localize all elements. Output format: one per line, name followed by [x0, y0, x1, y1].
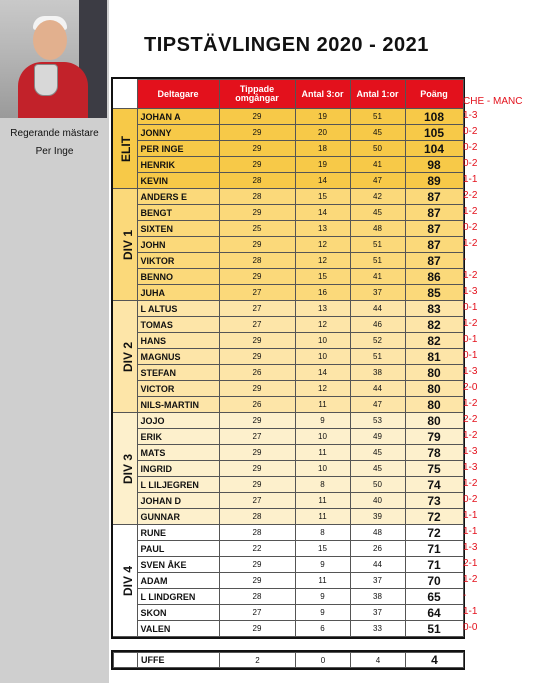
ones-cell: 51: [350, 109, 405, 125]
points-cell: 80: [405, 365, 463, 381]
header-threes: Antal 3:or: [295, 80, 350, 109]
table-row: [113, 349, 463, 365]
division-label: [113, 525, 137, 637]
threes-cell: 20: [295, 125, 350, 141]
threes-cell: 10: [295, 333, 350, 349]
threes-cell: 15: [295, 269, 350, 285]
rounds-cell: 27: [219, 301, 295, 317]
table-row: [113, 285, 463, 301]
match-result: 1-2: [463, 430, 478, 441]
division-label: [113, 109, 137, 189]
match-result: 1-3: [463, 110, 478, 121]
division-label-text: DIV 2: [121, 341, 136, 372]
threes-cell: 18: [295, 141, 350, 157]
points-cell: 87: [405, 189, 463, 205]
ones-cell: 38: [350, 365, 405, 381]
table-row: [113, 477, 463, 493]
ones-cell: 50: [350, 141, 405, 157]
participant-name: JOJO: [137, 413, 219, 429]
threes-cell: 8: [295, 477, 350, 493]
ones-cell: 39: [350, 509, 405, 525]
participant-name: NILS-MARTIN: [137, 397, 219, 413]
ones-cell: 48: [350, 525, 405, 541]
results-header: CHE - MANC: [463, 96, 523, 107]
ones-cell: 44: [350, 301, 405, 317]
participant-name: PAUL: [137, 541, 219, 557]
rounds-cell: 29: [219, 573, 295, 589]
rounds-cell: 27: [219, 605, 295, 621]
table-row: [113, 429, 463, 445]
points-cell: 87: [405, 205, 463, 221]
rounds-cell: 29: [219, 157, 295, 173]
participant-name: JOHAN A: [137, 109, 219, 125]
ones-cell: 38: [350, 589, 405, 605]
division-label: [113, 301, 137, 413]
participant-name: VICTOR: [137, 381, 219, 397]
threes-cell: 19: [295, 109, 350, 125]
match-result: -: [463, 590, 467, 601]
participant-name: PER INGE: [137, 141, 219, 157]
points-cell: 82: [405, 333, 463, 349]
points-cell: 81: [405, 349, 463, 365]
rounds-cell: 26: [219, 397, 295, 413]
sidebar: [0, 0, 109, 683]
rounds-cell: 27: [219, 317, 295, 333]
table-row: [113, 381, 463, 397]
rounds-cell: 29: [219, 125, 295, 141]
match-result: -: [463, 254, 467, 265]
header-blank: [113, 80, 137, 109]
points-cell: 87: [405, 253, 463, 269]
rounds-cell: 28: [219, 253, 295, 269]
ones-cell: 40: [350, 493, 405, 509]
table-row: [113, 253, 463, 269]
table-row: [113, 605, 463, 621]
ones-cell: 49: [350, 429, 405, 445]
table-row: [113, 269, 463, 285]
points-cell: 73: [405, 493, 463, 509]
table-row: [113, 589, 463, 605]
ones-cell: 50: [350, 477, 405, 493]
division-label-text: ELIT: [119, 135, 133, 162]
rounds-cell: 29: [219, 109, 295, 125]
points-cell: 79: [405, 429, 463, 445]
points-cell: 72: [405, 525, 463, 541]
participant-name: KEVIN: [137, 173, 219, 189]
points-cell: 74: [405, 477, 463, 493]
points-cell: 72: [405, 509, 463, 525]
rounds-cell: 29: [219, 381, 295, 397]
rounds-cell: 2: [220, 653, 296, 668]
participant-name: JUHA: [137, 285, 219, 301]
threes-cell: 9: [295, 413, 350, 429]
participant-name: GUNNAR: [137, 509, 219, 525]
rounds-cell: 29: [219, 141, 295, 157]
rounds-cell: 27: [219, 285, 295, 301]
table-row: [113, 237, 463, 253]
participant-name: JOHAN D: [137, 493, 219, 509]
threes-cell: 11: [295, 445, 350, 461]
match-result: 1-3: [463, 542, 478, 553]
participant-name: MATS: [137, 445, 219, 461]
threes-cell: 16: [295, 285, 350, 301]
rounds-cell: 28: [219, 589, 295, 605]
participant-name: SVEN ÅKE: [137, 557, 219, 573]
ones-cell: 47: [350, 397, 405, 413]
participant-name: BENGT: [137, 205, 219, 221]
participant-name: RUNE: [137, 525, 219, 541]
threes-cell: 12: [295, 237, 350, 253]
table-row: [113, 109, 463, 125]
participant-name: JOHN: [137, 237, 219, 253]
points-cell: 4: [406, 653, 464, 668]
match-result: 2-1: [463, 558, 478, 569]
threes-cell: 12: [295, 317, 350, 333]
rounds-cell: 29: [219, 557, 295, 573]
match-result: 1-2: [463, 574, 478, 585]
threes-cell: 15: [295, 541, 350, 557]
ones-cell: 44: [350, 381, 405, 397]
table-row: [114, 653, 464, 668]
table-row: [113, 141, 463, 157]
match-result: 1-3: [463, 446, 478, 457]
points-cell: 80: [405, 413, 463, 429]
rounds-cell: 29: [219, 621, 295, 637]
ones-cell: 47: [350, 173, 405, 189]
rounds-cell: 28: [219, 173, 295, 189]
ones-cell: 33: [350, 621, 405, 637]
threes-cell: 9: [295, 605, 350, 621]
rounds-cell: 29: [219, 413, 295, 429]
participant-name: L LINDGREN: [137, 589, 219, 605]
rounds-cell: 29: [219, 477, 295, 493]
threes-cell: 8: [295, 525, 350, 541]
points-cell: 71: [405, 541, 463, 557]
match-result: 2-2: [463, 414, 478, 425]
rounds-cell: 29: [219, 349, 295, 365]
ones-cell: 51: [350, 253, 405, 269]
rounds-cell: 22: [219, 541, 295, 557]
points-cell: 64: [405, 605, 463, 621]
points-cell: 75: [405, 461, 463, 477]
threes-cell: 12: [295, 253, 350, 269]
points-cell: 98: [405, 157, 463, 173]
points-cell: 80: [405, 381, 463, 397]
points-cell: 87: [405, 237, 463, 253]
ones-cell: 41: [350, 157, 405, 173]
table-row: [113, 525, 463, 541]
rounds-cell: 27: [219, 493, 295, 509]
points-cell: 87: [405, 221, 463, 237]
ones-cell: 52: [350, 333, 405, 349]
division-label-text: DIV 3: [121, 453, 136, 484]
match-result: 1-2: [463, 270, 478, 281]
header-points: Poäng: [405, 80, 463, 109]
table-header: [113, 80, 463, 109]
match-result: 1-2: [463, 206, 478, 217]
header-rounds: Tippade omgångar: [219, 80, 295, 109]
standings-table: [111, 77, 465, 639]
participant-name: L ALTUS: [137, 301, 219, 317]
rounds-cell: 29: [219, 333, 295, 349]
champion-caption: Regerande mästare: [10, 128, 99, 139]
table-row: [113, 557, 463, 573]
table-row: [113, 413, 463, 429]
extra-participant-table: [111, 650, 465, 670]
page-title: TIPSTÄVLINGEN 2020 - 2021: [144, 34, 429, 56]
participant-name: TOMAS: [137, 317, 219, 333]
threes-cell: 11: [295, 509, 350, 525]
table-row: [113, 221, 463, 237]
threes-cell: 11: [295, 397, 350, 413]
threes-cell: 14: [295, 205, 350, 221]
rounds-cell: 29: [219, 445, 295, 461]
threes-cell: 11: [295, 573, 350, 589]
match-result: 0-2: [463, 126, 478, 137]
match-result: 0-2: [463, 494, 478, 505]
participant-name: ADAM: [137, 573, 219, 589]
ones-cell: 44: [350, 557, 405, 573]
table-row: [113, 621, 463, 637]
division-label-text: DIV 4: [121, 565, 136, 596]
threes-cell: 19: [295, 157, 350, 173]
rounds-cell: 28: [219, 509, 295, 525]
table-row: [113, 301, 463, 317]
participant-name: INGRID: [137, 461, 219, 477]
threes-cell: 14: [295, 173, 350, 189]
ones-cell: 45: [350, 205, 405, 221]
ones-cell: 42: [350, 189, 405, 205]
match-result: 1-2: [463, 318, 478, 329]
threes-cell: 10: [295, 461, 350, 477]
ones-cell: 45: [350, 125, 405, 141]
ones-cell: 45: [350, 461, 405, 477]
table-row: [113, 397, 463, 413]
participant-name: MAGNUS: [137, 349, 219, 365]
participant-name: VALEN: [137, 621, 219, 637]
table-row: [113, 509, 463, 525]
ones-cell: 41: [350, 269, 405, 285]
rounds-cell: 27: [219, 429, 295, 445]
points-cell: 82: [405, 317, 463, 333]
rounds-cell: 26: [219, 365, 295, 381]
participant-name: L LILJEGREN: [137, 477, 219, 493]
participant-name: UFFE: [138, 653, 220, 668]
match-result: 0-1: [463, 350, 478, 361]
ones-cell: 51: [350, 237, 405, 253]
division-label: [113, 189, 137, 301]
points-cell: 85: [405, 285, 463, 301]
match-result: 2-0: [463, 382, 478, 393]
match-result: 0-1: [463, 334, 478, 345]
participant-name: JONNY: [137, 125, 219, 141]
division-label-text: DIV 1: [121, 229, 136, 260]
match-result: 0-1: [463, 302, 478, 313]
ones-cell: 46: [350, 317, 405, 333]
match-result: 0-2: [463, 142, 478, 153]
champion-name: Per Inge: [35, 146, 74, 157]
threes-cell: 12: [295, 381, 350, 397]
header-participant: Deltagare: [137, 80, 219, 109]
participant-name: VIKTOR: [137, 253, 219, 269]
match-result: 1-1: [463, 174, 478, 185]
table-row: [113, 493, 463, 509]
ones-cell: 53: [350, 413, 405, 429]
points-cell: 86: [405, 269, 463, 285]
participant-name: BENNO: [137, 269, 219, 285]
table-row: [113, 125, 463, 141]
points-cell: 105: [405, 125, 463, 141]
threes-cell: 14: [295, 365, 350, 381]
match-result: 2-2: [463, 190, 478, 201]
table-row: [113, 205, 463, 221]
match-result: 1-1: [463, 510, 478, 521]
table-row: [113, 573, 463, 589]
table-row: [113, 157, 463, 173]
match-result: 1-1: [463, 606, 478, 617]
table-row: [113, 333, 463, 349]
table-row: [113, 365, 463, 381]
table-row: [113, 541, 463, 557]
ones-cell: 4: [351, 653, 406, 668]
champion-photo: [0, 0, 107, 118]
table-row: [113, 317, 463, 333]
participant-name: STEFAN: [137, 365, 219, 381]
participant-name: SIXTEN: [137, 221, 219, 237]
trophy-icon: [34, 64, 58, 96]
ones-cell: 48: [350, 221, 405, 237]
ones-cell: 26: [350, 541, 405, 557]
points-cell: 83: [405, 301, 463, 317]
division-label: [113, 413, 137, 525]
match-result: 1-1: [463, 526, 478, 537]
rounds-cell: 29: [219, 205, 295, 221]
table-row: [113, 189, 463, 205]
threes-cell: 0: [296, 653, 351, 668]
points-cell: 51: [405, 621, 463, 637]
table-row: [113, 173, 463, 189]
extra-blank: [114, 653, 138, 668]
table-row: [113, 445, 463, 461]
match-result: 0-0: [463, 622, 478, 633]
match-result: 1-3: [463, 366, 478, 377]
ones-cell: 51: [350, 349, 405, 365]
ones-cell: 37: [350, 573, 405, 589]
threes-cell: 9: [295, 557, 350, 573]
points-cell: 104: [405, 141, 463, 157]
points-cell: 65: [405, 589, 463, 605]
ones-cell: 37: [350, 605, 405, 621]
header-ones: Antal 1:or: [350, 80, 405, 109]
rounds-cell: 28: [219, 525, 295, 541]
ones-cell: 45: [350, 445, 405, 461]
participant-name: ANDERS E: [137, 189, 219, 205]
rounds-cell: 28: [219, 189, 295, 205]
rounds-cell: 29: [219, 269, 295, 285]
points-cell: 70: [405, 573, 463, 589]
match-result: 1-3: [463, 286, 478, 297]
threes-cell: 13: [295, 301, 350, 317]
threes-cell: 10: [295, 349, 350, 365]
match-result: 1-3: [463, 462, 478, 473]
match-result: 0-2: [463, 158, 478, 169]
threes-cell: 10: [295, 429, 350, 445]
ones-cell: 37: [350, 285, 405, 301]
participant-name: ERIK: [137, 429, 219, 445]
participant-name: HENRIK: [137, 157, 219, 173]
participant-name: SKON: [137, 605, 219, 621]
points-cell: 71: [405, 557, 463, 573]
points-cell: 108: [405, 109, 463, 125]
match-result: 1-2: [463, 478, 478, 489]
participant-name: HANS: [137, 333, 219, 349]
points-cell: 78: [405, 445, 463, 461]
threes-cell: 13: [295, 221, 350, 237]
points-cell: 80: [405, 397, 463, 413]
threes-cell: 15: [295, 189, 350, 205]
match-result: 0-2: [463, 222, 478, 233]
threes-cell: 11: [295, 493, 350, 509]
points-cell: 89: [405, 173, 463, 189]
threes-cell: 6: [295, 621, 350, 637]
rounds-cell: 29: [219, 237, 295, 253]
match-result: 1-2: [463, 398, 478, 409]
match-result: 1-2: [463, 238, 478, 249]
results-column: [463, 108, 553, 636]
threes-cell: 9: [295, 589, 350, 605]
rounds-cell: 29: [219, 461, 295, 477]
table-row: [113, 461, 463, 477]
rounds-cell: 25: [219, 221, 295, 237]
